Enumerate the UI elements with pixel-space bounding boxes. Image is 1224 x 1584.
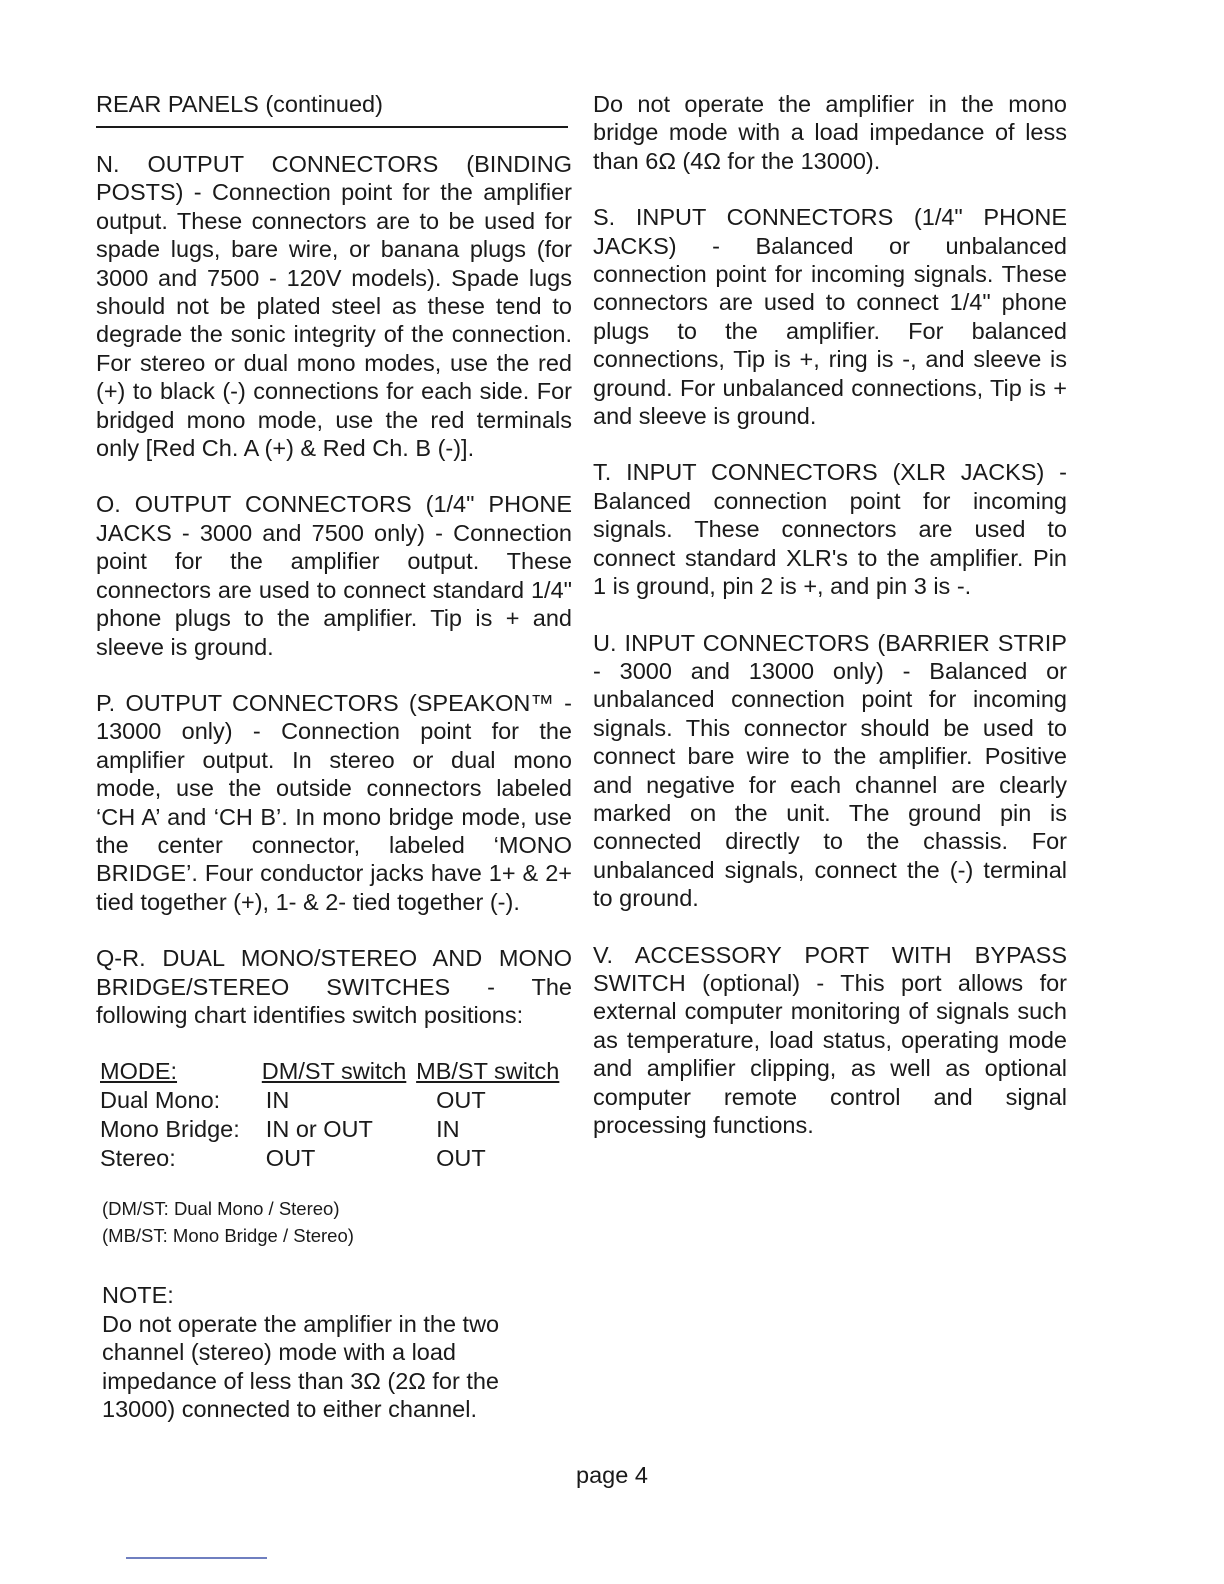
title-rule xyxy=(96,126,568,128)
table-cell: Mono Bridge: xyxy=(100,1116,240,1143)
abbreviation-legend xyxy=(102,1195,572,1249)
note-text: Do not operate the amplifier in the two channel (stereo) mode with a load impedance of less than 3Ω (2Ω for the 13000) connected to either channel. xyxy=(102,1310,500,1422)
abbreviation-mbst: (MB/ST: Mono Bridge / Stereo) xyxy=(102,1225,354,1247)
table-cell: IN xyxy=(436,1116,460,1143)
paragraph-u-input-barrier-strip: U. INPUT CONNECTORS (BARRIER STRIP - 3000 and 13000 only) - Balanced or unbalanced connection point for incoming signals. This connector should be used to connect bare wire to the amplifier. Positive and negative for each channel are clearly marked on the unit. The ground pin is connected directly to the chassis. For unbalanced signals, connect the (-) terminal to ground. xyxy=(593,629,1067,912)
paragraph-qr-switches: Q-R. DUAL MONO/STEREO AND MONO BRIDGE/STEREO SWITCHES - The following chart identifies switch positions: xyxy=(96,945,572,1028)
note-label: NOTE: xyxy=(102,1282,174,1309)
paragraph-p-output-speakon: P. OUTPUT CONNECTORS (SPEAKON™ - 13000 only) - Connection point for the amplifier output. In stereo or dual mono mode, use the outside connectors labeled ‘CH A’ and ‘CH B’. In mono bridge mode, use the center connector, labeled ‘MONO BRIDGE’. Four conductor jacks have 1+ & 2+ tied together (+), 1- & 2- tied together (-). xyxy=(96,689,572,915)
abbreviation-dmst: (DM/ST: Dual Mono / Stereo) xyxy=(102,1198,340,1220)
page-number: page 4 xyxy=(576,1462,648,1488)
section-title: REAR PANELS (continued) xyxy=(96,91,383,117)
table-header-row xyxy=(100,1057,572,1086)
left-column xyxy=(96,90,572,1423)
paragraph-bridge-warning: Do not operate the amplifier in the mono bridge mode with a load impedance of less than 6Ω (4Ω for the 13000). xyxy=(593,91,1067,174)
table-row xyxy=(100,1086,572,1115)
table-cell: Dual Mono: xyxy=(100,1087,221,1114)
switch-position-table xyxy=(100,1057,572,1173)
table-cell: OUT xyxy=(436,1145,486,1172)
table-cell: Stereo: xyxy=(100,1145,176,1172)
paragraph-o-output-phone-jacks: O. OUTPUT CONNECTORS (1/4" PHONE JACKS - 3000 and 7500 only) - Connection point for the amplifier output. These connectors are used to connect standard 1/4" phone plugs to the amplifier. Tip is + and sleeve is ground. xyxy=(96,491,572,660)
table-header-mode: MODE: xyxy=(100,1058,178,1085)
table-row xyxy=(100,1115,572,1144)
paragraph-n-output-binding-posts: N. OUTPUT CONNECTORS (BINDING POSTS) - Connection point for the amplifier output. These connectors are to be used for spade lugs, bare wire, or banana plugs (for 3000 and 7500 - 120V models). Spade lugs should not be plated steel as these tend to degrade the sonic integrity of the connection. For stereo or dual mono modes, use the red (+) to black (-) connections for each side. For bridged mono mode, use the red terminals only [Red Ch. A (+) & Red Ch. B (-)]. xyxy=(96,151,572,462)
note-block xyxy=(102,1281,572,1423)
paragraph-s-input-phone-jacks: S. INPUT CONNECTORS (1/4" PHONE JACKS) - Balanced or unbalanced connection point for incoming signals. These connectors are used to connect 1/4" phone plugs to the amplifier. For balanced connections, Tip is +, ring is -, and sleeve is ground. For unbalanced connections, Tip is + and sleeve is ground. xyxy=(593,204,1067,430)
table-cell: IN or OUT xyxy=(265,1116,373,1143)
table-row xyxy=(100,1144,572,1173)
paragraph-v-accessory-port: V. ACCESSORY PORT WITH BYPASS SWITCH (optional) - This port allows for external computer monitoring of signals such as temperature, load status, operating mode and amplifier clipping, as well as optional computer remote control and signal processing functions. xyxy=(593,941,1067,1138)
right-column xyxy=(593,90,1067,1139)
table-cell: OUT xyxy=(436,1087,486,1114)
footer-rule xyxy=(126,1557,267,1559)
table-cell: IN xyxy=(265,1087,290,1114)
table-header-dmst: DM/ST switch xyxy=(261,1058,407,1085)
table-cell: OUT xyxy=(265,1145,316,1172)
paragraph-t-input-xlr: T. INPUT CONNECTORS (XLR JACKS) - Balanced connection point for incoming signals. These connectors are used to connect standard XLR's to the amplifier. Pin 1 is ground, pin 2 is +, and pin 3 is -. xyxy=(593,459,1067,600)
table-header-mbst: MB/ST switch xyxy=(416,1058,560,1085)
